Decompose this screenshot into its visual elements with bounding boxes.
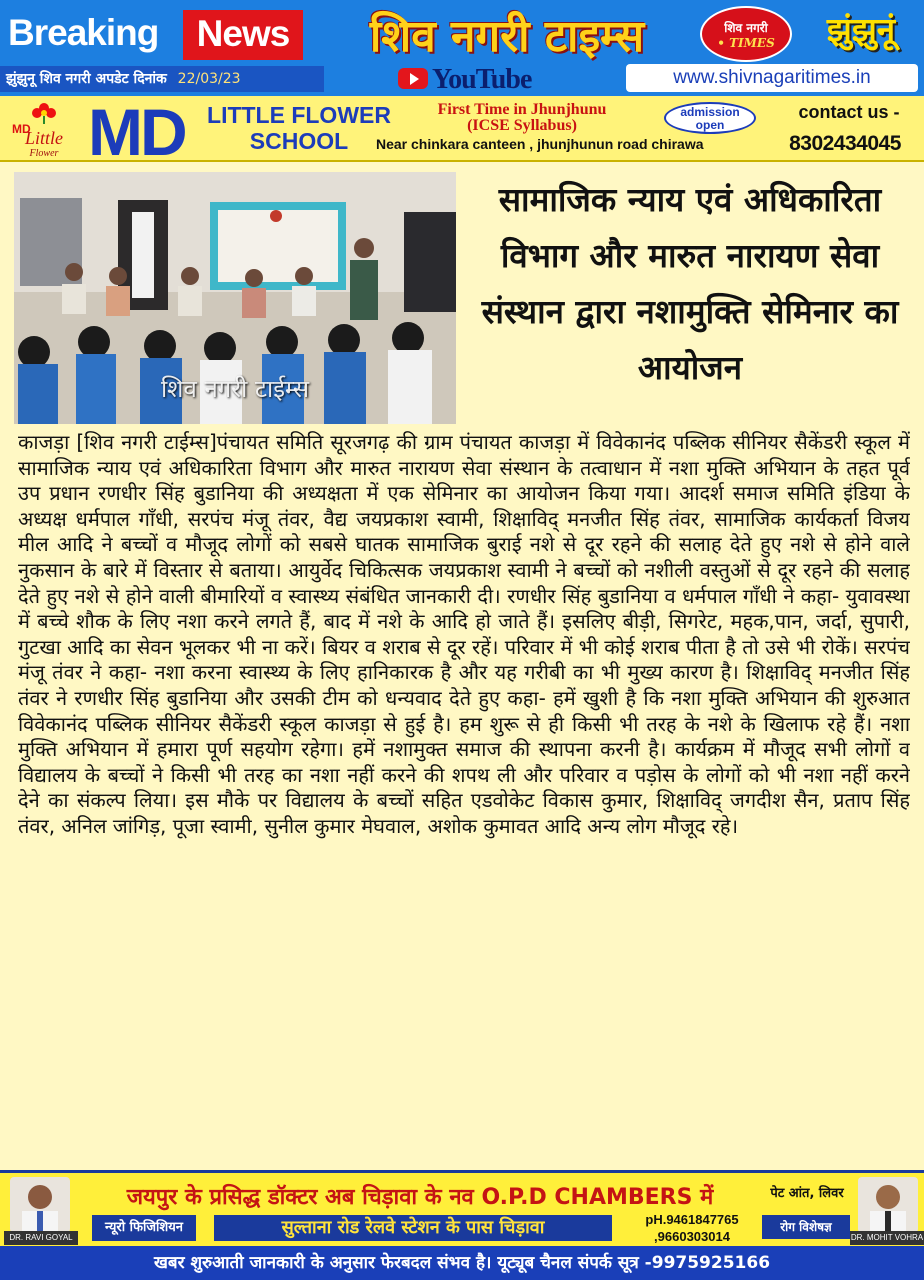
school-name-line1: LITTLE FLOWER [207,102,391,128]
admission-line2: open [695,118,725,132]
doctor-photo-left [10,1177,70,1233]
times-logo [700,6,792,62]
doctor-photo-right [858,1177,918,1233]
footer-disclaimer: खबर शुरुआती जानकारी के अनुसार फेरबदल संभव है। यूट्यूब चैनल संपर्क सूत्र -9975925166 [0,1246,924,1280]
admission-badge [664,102,756,134]
flower-icon [28,102,60,124]
school-md: MD [88,95,185,169]
event-photo [14,172,456,424]
update-date: 22/03/23 [177,71,241,87]
times-logo-line2: • TIMES [717,36,775,50]
doctor-name-right: DR. MOHIT VOHRA [850,1231,924,1245]
youtube-label: YouTube [432,64,532,95]
article-headline: सामाजिक न्याय एवं अधिकारिता विभाग और मारुत नारायण सेवा संस्थान द्वारा नशामुक्ति सेमिनार का आयोजन [481,180,899,387]
school-logo-little: Little [24,128,63,148]
school-advertisement [0,95,924,169]
specialist-right: रोग विशेषज्ञ [762,1215,850,1239]
icse-notice [394,102,650,134]
update-strip [0,66,324,92]
city-name: झुंझुनूं [826,10,896,49]
doctor-right-icon [858,1177,918,1233]
clinic-phones [628,1211,756,1245]
school-logo [4,100,84,160]
icse-notice-line1: First Time in Jhunjhunu [437,101,607,118]
doctor-left-icon [10,1177,70,1233]
update-label: झुंझुनू शिव नगरी अपडेट दिनांक [6,71,167,87]
times-logo-line1: शिव नगरी [724,21,768,35]
doctor-name-left: DR. RAVI GOYAL [4,1231,78,1245]
photo-watermark: शिव नगरी टाईम्स [160,375,310,403]
publication-title: शिव नगरी टाइम्स [369,11,645,62]
school-address: Near chinkara canteen , jhunjhunun road chirawa [376,136,704,152]
website-url[interactable]: www.shivnagaritimes.in [626,64,918,92]
clinic-phone-1: pH.9461847765 [645,1212,739,1227]
clinic-phone-2: ,9660303014 [654,1229,730,1244]
school-phone: 8302434045 [789,132,901,155]
doctor-advertisement [0,1170,924,1246]
admission-line1: admission [680,105,740,119]
doctor-ad-headline: जयपुर के प्रसिद्ध डॉक्टर अब चिड़ावा के नव O.P.D CHAMBERS में [126,1185,714,1210]
contact-label: contact us - [798,102,900,122]
icse-notice-line2: (ICSE Syllabus) [467,117,577,134]
school-logo-md: MD [12,122,31,136]
youtube-play-icon [398,68,428,89]
specialist-left: न्यूरो फिजिशियन [92,1215,196,1241]
masthead [0,0,924,96]
school-name-line2: SCHOOL [249,128,349,154]
clinic-location: सुल्ताना रोड रेलवे स्टेशन के पास चिड़ावा [214,1215,612,1241]
news-label: News [183,10,303,60]
article-body: काजड़ा [शिव नगरी टाईम्स]पंचायत समिति सूरजगढ़ की ग्राम पंचायत काजड़ा में विवेकानंद पब्लिक सीनियर सैकेंडरी स्कूल में सामाजिक न्याय एवं अधिकारिता विभाग और मारुत नारायण सेवा संस्थान के तत्वाधान में नशा मुक्ति अभियान के तहत पूर्व उप प्रधान रणधीर सिंह बुडानिया की अध्यक्षता में एक सेमिनार का आयोजन किया गया। आदर्श समाज समिति इंडिया के अध्यक्ष धर्मपाल गाँधी, सरपंच मंजू तंवर, वैद्य जयप्रकाश स्वामी, शिक्षाविद् मनजीत सिंह तंवर, सामाजिक कार्यकर्ता विजय मील आदि ने बच्चों व मौजूद लोगों को सबसे घातक सामाजिक बुराई नशे से दूर रहने की सलाह देते हुए नशे से होने वाले नुकसान के बारे में विस्तार से बताया। आयुर्वेद चिकित्सक जयप्रकाश स्वामी ने बच्चों को नशीली वस्तुओं से दूर रहने की सलाह देते हुए नशे से होने वाली बीमारियों व स्वास्थ्य संबंधित जानकारी दी। रणधीर सिंह बुडानिया व धर्मपाल गाँधी ने कहा- युवावस्था में बच्चे शौक के लिए नशा करने लगते हैं, बाद में नशे के आदि हो जाते हैं। इसलिए बीड़ी, सिगरेट, महक,पान, जर्दा, सुपारी, गुटखा आदि का सेवन भूलकर भी ना करें। बियर व शराब से दूर रहें। परिवार में भी कोई शराब पीता है तो उसे भी रोकें। सरपंच मंजू तंवर ने कहा- नशा करना स्वास्थ्य के लिए हानिकारक है और यह गरीबी का भी मुख्य कारण है। शिक्षाविद् मनजीत सिंह तंवर ने रणधीर सिंह बुडानिया और उसकी टीम को धन्यवाद देते हुए कहा- हमें खुशी है कि नशा मुक्ति अभियान की शुरुआत विवेकानंद पब्लिक सीनियर सैकेंडरी स्कूल काजड़ा से हुई है। हम शुरू से ही किसी भी तरह के नशे के खिलाफ रहे हैं। नशा मुक्ति अभियान में हमारा पूर्ण सहयोग रहेगा। हमें नशामुक्त समाज की स्थापना करनी है। कार्यक्रम में मौजूद सभी लोगों व विद्यालय के बच्चों ने किसी भी तरह का नशा नहीं करने की शपथ ली और परिवार व पड़ोस के लोगों को भी नशा नहीं करने देने का संकल्प लिया। इस मौके पर विद्यालय के बच्चों सहित एडवोकेट विकास कुमार, शिक्षाविद् जगदीश सैन, प्रताप सिंह तंवर, अनिल जांगिड़, पूजा स्वामी, सुनील कुमार मेघवाल, अशोक कुमावत आदि अन्य लोग मौजूद रहे। [18,430,910,838]
specialty-right: पेट आंत, लिवर [770,1186,844,1201]
breaking-label: Breaking [8,12,159,53]
school-logo-flower: Flower [29,148,59,159]
school-name [206,102,392,154]
